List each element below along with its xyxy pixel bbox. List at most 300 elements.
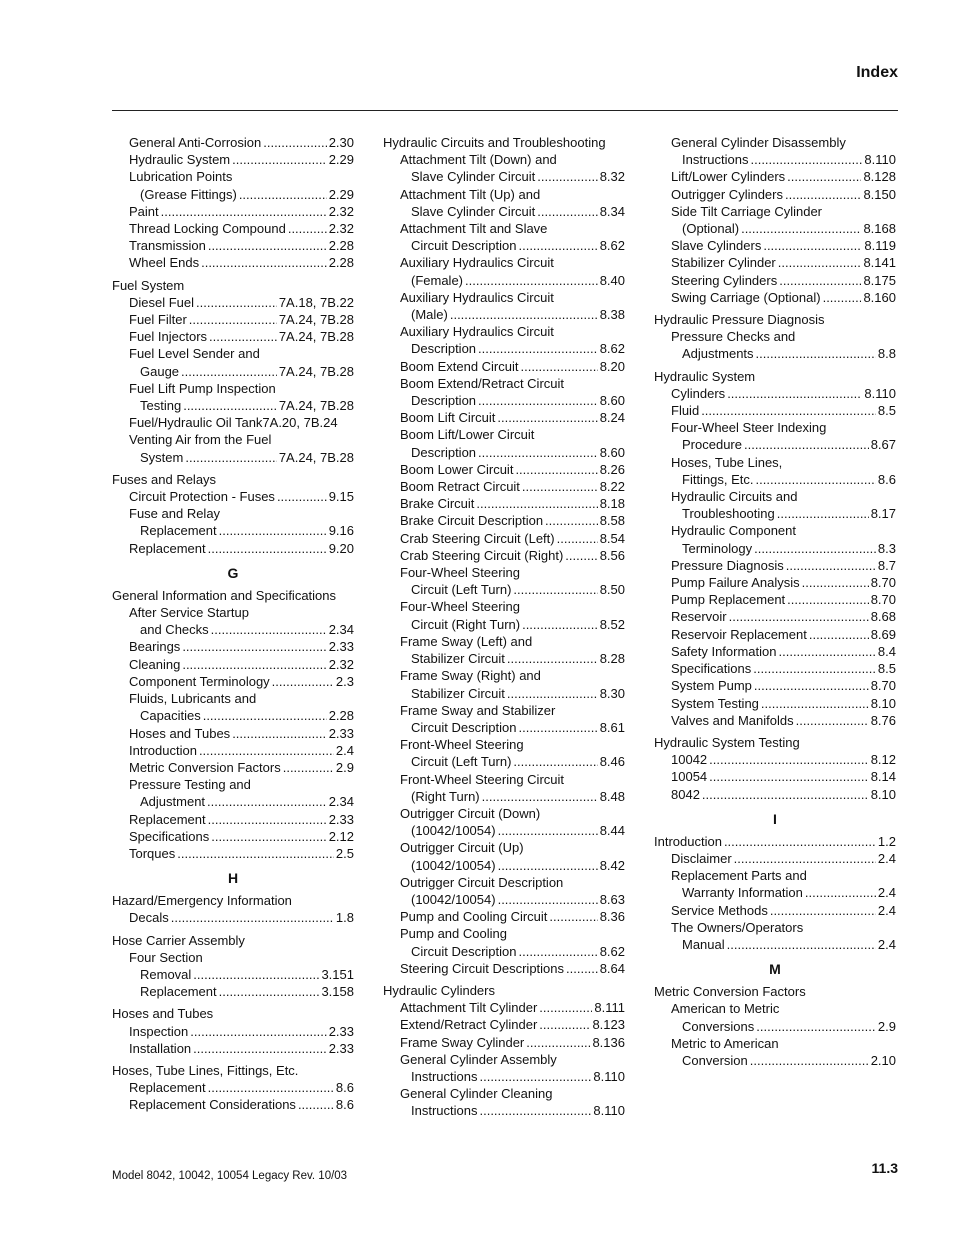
dot-leader — [777, 505, 869, 522]
entry-text: Terminology — [682, 540, 753, 556]
page-reference: 2.9 — [877, 1018, 896, 1034]
dot-leader — [729, 608, 869, 625]
entry-text: Fluids, Lubricants and — [129, 691, 257, 707]
page-reference: 8.58 — [599, 513, 625, 529]
dot-leader — [753, 660, 876, 677]
dot-leader — [478, 392, 598, 409]
header-rule — [112, 110, 898, 111]
dot-leader — [272, 673, 334, 690]
index-entry — [654, 936, 896, 953]
index-entry — [112, 776, 354, 793]
entry-text: Outrigger Circuit (Down) — [400, 805, 541, 821]
index-entry — [383, 982, 625, 999]
index-entry — [654, 168, 896, 185]
entry-text: (Grease Fittings) — [140, 186, 237, 202]
index-entry — [654, 734, 896, 751]
dot-leader — [515, 461, 597, 478]
index-entry — [654, 884, 896, 901]
dot-leader — [513, 753, 597, 770]
dot-leader — [701, 402, 876, 419]
page-reference: 8.69 — [870, 626, 896, 642]
index-entry — [112, 203, 354, 220]
index-entry — [383, 340, 625, 357]
index-entry — [654, 608, 896, 625]
index-entry — [112, 1079, 354, 1096]
index-entry — [383, 908, 625, 925]
index-entry — [654, 919, 896, 936]
entry-text: Metric to American — [671, 1035, 779, 1051]
dot-leader — [518, 943, 597, 960]
index-entry — [112, 380, 354, 397]
index-entry — [112, 168, 354, 185]
dot-leader — [709, 768, 869, 785]
entry-text: Specifications — [129, 828, 210, 844]
dot-leader — [724, 833, 876, 850]
page-reference: 8.36 — [599, 909, 625, 925]
entry-text: Disclaimer — [671, 850, 732, 866]
page-reference: 8.46 — [599, 754, 625, 770]
index-entry — [383, 203, 625, 220]
page-reference: 8.30 — [599, 685, 625, 701]
page-reference: 2.28 — [328, 255, 354, 271]
entry-text: Pressure Diagnosis — [671, 557, 784, 573]
entry-text: Service Methods — [671, 902, 768, 918]
index-entry — [654, 436, 896, 453]
page-reference: 8.22 — [599, 479, 625, 495]
index-entry — [654, 328, 896, 345]
entry-text: Stabilizer Circuit — [411, 685, 505, 701]
index-entry — [654, 311, 896, 328]
index-entry — [383, 1068, 625, 1085]
index-entry — [383, 753, 625, 770]
entry-text: Brake Circuit — [400, 496, 475, 512]
dot-leader — [181, 363, 277, 380]
index-entry — [654, 345, 896, 362]
index-entry — [654, 186, 896, 203]
entry-text: Torques — [129, 845, 176, 861]
entry-text: Frame Sway and Stabilizer — [400, 702, 556, 718]
page-reference: 8.44 — [599, 823, 625, 839]
page-reference: 9.20 — [328, 540, 354, 556]
index-entry — [383, 358, 625, 375]
entry-text: Boom Retract Circuit — [400, 479, 520, 495]
index-entry — [654, 289, 896, 306]
index-entry — [112, 707, 354, 724]
footer-model-text: Model 8042, 10042, 10054 Legacy Rev. 10/03 — [112, 1170, 348, 1182]
entry-text: Safety Information — [671, 643, 777, 659]
entry-text: (Male) — [411, 307, 448, 323]
section-letter: M — [769, 961, 781, 978]
index-entry — [112, 151, 354, 168]
index-entry — [383, 736, 625, 753]
entry-text: Auxiliary Hydraulics Circuit — [400, 255, 554, 271]
page-reference: 8.3 — [877, 540, 896, 556]
index-entry — [112, 1005, 354, 1022]
entry-text: Frame Sway Cylinder — [400, 1034, 525, 1050]
dot-leader — [208, 540, 327, 557]
page-reference: 8.18 — [599, 496, 625, 512]
entry-text: Pump and Cooling — [400, 926, 507, 942]
entry-text: Replacement Parts and — [671, 868, 807, 884]
page-reference: 8.50 — [599, 582, 625, 598]
page-reference: 3.158 — [321, 984, 354, 1000]
dot-leader — [209, 328, 277, 345]
index-entry — [383, 186, 625, 203]
entry-text: Front-Wheel Steering Circuit — [400, 771, 564, 787]
dot-leader — [756, 345, 876, 362]
index-entry — [383, 925, 625, 942]
entry-text: Component Terminology — [129, 673, 270, 689]
index-entry — [383, 409, 625, 426]
entry-text: Hydraulic Circuits and — [671, 489, 798, 505]
dot-leader — [498, 822, 598, 839]
entry-text: (10042/10054) — [411, 891, 496, 907]
page-reference: 8.62 — [599, 341, 625, 357]
index-entry — [383, 702, 625, 719]
index-entry — [383, 650, 625, 667]
entry-text: System Pump — [671, 678, 752, 694]
page-reference: 8.52 — [599, 616, 625, 632]
index-entry — [383, 719, 625, 736]
entry-text: Steering Cylinders — [671, 272, 778, 288]
page-reference: 8.24 — [599, 410, 625, 426]
page-reference: 8.12 — [870, 752, 896, 768]
index-entry — [112, 638, 354, 655]
dot-leader — [203, 707, 327, 724]
entry-text: Replacement — [129, 1080, 206, 1096]
entry-text: Attachment Tilt (Up) and — [400, 186, 541, 202]
page-reference: 7A.24, 7B.28 — [278, 449, 354, 465]
page-reference: 2.32 — [328, 203, 354, 219]
index-entry — [383, 564, 625, 581]
entry-text: Fuel Level Sender and — [129, 346, 260, 362]
entry-text: Hoses and Tubes — [129, 725, 231, 741]
index-entry — [654, 591, 896, 608]
dot-leader — [709, 751, 869, 768]
entry-text: Warranty Information — [682, 885, 803, 901]
index-entry — [383, 633, 625, 650]
entry-text: Pressure Checks and — [671, 329, 796, 345]
entry-text: 10054 — [671, 769, 708, 785]
index-entry — [654, 850, 896, 867]
index-entry — [654, 220, 896, 237]
index-entry — [654, 557, 896, 574]
dot-leader — [479, 1068, 591, 1085]
page-reference: 8.70 — [870, 575, 896, 591]
page-reference: 2.4 — [335, 742, 354, 758]
index-entry — [654, 751, 896, 768]
entry-text: Introduction — [654, 833, 722, 849]
page-reference: 2.4 — [877, 936, 896, 952]
dot-leader — [779, 272, 861, 289]
index-entry — [654, 712, 896, 729]
index-entry — [654, 1052, 896, 1069]
index-entry — [383, 771, 625, 788]
index-entry — [654, 540, 896, 557]
dot-leader — [522, 478, 598, 495]
entry-text: Testing — [140, 398, 182, 414]
dot-leader — [727, 936, 876, 953]
index-entry — [654, 902, 896, 919]
index-entry — [112, 1096, 354, 1113]
index-entry — [383, 323, 625, 340]
entry-text: Reservoir — [671, 609, 727, 625]
dot-leader — [522, 616, 598, 633]
index-column-1 — [112, 134, 354, 1114]
page-reference: 2.5 — [335, 845, 354, 861]
entry-text: Circuit (Left Turn) — [411, 754, 512, 770]
entry-text: General Anti-Corrosion — [129, 135, 262, 150]
dot-leader — [189, 311, 277, 328]
page-reference: 7A.24, 7B.28 — [278, 398, 354, 414]
dot-leader — [761, 695, 869, 712]
index-entry — [383, 495, 625, 512]
page-reference: 8.68 — [870, 609, 896, 625]
entry-text: Swing Carriage (Optional) — [671, 289, 821, 305]
dot-leader — [465, 272, 598, 289]
page-reference: 2.29 — [328, 186, 354, 202]
entry-text: Pump Failure Analysis — [671, 575, 800, 591]
page-reference: 2.33 — [328, 1023, 354, 1039]
index-entry — [654, 643, 896, 660]
dot-leader — [537, 203, 597, 220]
page-reference: 8.61 — [599, 719, 625, 735]
index-entry — [654, 385, 896, 402]
entry-text: Troubleshooting — [682, 506, 775, 522]
index-entry — [654, 505, 896, 522]
entry-text: Decals — [129, 910, 169, 926]
entry-text: Metric Conversion Factors — [129, 759, 281, 775]
entry-text: Lubrication Points — [129, 169, 233, 185]
index-entry — [112, 621, 354, 638]
page-reference: 9.15 — [328, 489, 354, 505]
entry-text: After Service Startup — [129, 605, 249, 621]
entry-text: Hoses, Tube Lines, — [671, 454, 783, 470]
entry-text: Fuel Filter — [129, 312, 187, 328]
entry-text: Valves and Manifolds — [671, 712, 794, 728]
entry-text: General Cylinder Cleaning — [400, 1086, 553, 1102]
page-reference: 2.32 — [328, 221, 354, 237]
page-reference: 8.17 — [870, 506, 896, 522]
index-entry — [112, 892, 354, 909]
dot-leader — [727, 385, 862, 402]
entry-text: Capacities — [140, 708, 201, 724]
entry-text: Replacement — [140, 984, 217, 1000]
index-entry — [654, 677, 896, 694]
dot-leader — [539, 999, 592, 1016]
dot-leader — [182, 656, 326, 673]
dot-leader — [787, 591, 869, 608]
index-entry — [654, 626, 896, 643]
index-entry — [383, 667, 625, 684]
entry-text: Auxiliary Hydraulics Circuit — [400, 324, 554, 340]
page-reference: 8.32 — [599, 169, 625, 185]
page-reference: 8.6 — [335, 1080, 354, 1096]
page-reference: 8.110 — [864, 385, 896, 401]
dot-leader — [497, 409, 597, 426]
index-entry — [654, 254, 896, 271]
index-entry — [654, 368, 896, 385]
entry-text: Circuit Description — [411, 719, 517, 735]
page-reference: 8.42 — [599, 857, 625, 873]
entry-text: Replacement — [129, 811, 206, 827]
index-entry — [112, 966, 354, 983]
page-reference: 2.4 — [877, 902, 896, 918]
page-reference: 8.123 — [592, 1017, 625, 1033]
entry-text: Thread Locking Compound — [129, 221, 286, 237]
entry-text: Pump Replacement — [671, 592, 786, 608]
index-entry — [112, 345, 354, 362]
dot-leader — [263, 134, 326, 151]
entry-text: The Owners/Operators — [671, 919, 804, 935]
entry-text: Adjustments — [682, 346, 754, 362]
page-reference: 8.70 — [870, 592, 896, 608]
entry-text: (Female) — [411, 272, 464, 288]
entry-text: Auxiliary Hydraulics Circuit — [400, 289, 554, 305]
page-reference: 8.40 — [599, 272, 625, 288]
entry-text: Hydraulic Circuits and Troubleshooting — [383, 135, 606, 150]
entry-text: Conversions — [682, 1018, 755, 1034]
index-entry — [383, 788, 625, 805]
dot-leader — [734, 850, 876, 867]
page-reference: 7A.24, 7B.28 — [278, 329, 354, 345]
dot-leader — [193, 966, 319, 983]
entry-text: Outrigger Circuit (Up) — [400, 840, 524, 856]
dot-leader — [208, 237, 327, 254]
index-entry — [383, 392, 625, 409]
page-reference: 8.70 — [870, 678, 896, 694]
entry-text: Boom Lift/Lower Circuit — [400, 427, 535, 443]
entry-text: Description — [411, 444, 477, 460]
index-entry — [112, 505, 354, 522]
index-entry — [112, 254, 354, 271]
page-reference: 8.8 — [877, 346, 896, 362]
entry-text: 8042 — [671, 786, 700, 802]
index-entry — [112, 294, 354, 311]
page-reference: 8.20 — [599, 358, 625, 374]
entry-text: 10042 — [671, 752, 708, 768]
page-reference: 2.4 — [877, 850, 896, 866]
dot-leader — [526, 1034, 590, 1051]
entry-text: (Right Turn) — [411, 788, 480, 804]
dot-leader — [283, 759, 334, 776]
page-reference: 8.110 — [593, 1068, 625, 1084]
page-reference: 2.33 — [328, 639, 354, 655]
entry-text: Inspection — [129, 1023, 189, 1039]
entry-text: Paint — [129, 203, 159, 219]
dot-leader — [756, 1018, 876, 1035]
entry-text: Instructions — [411, 1068, 478, 1084]
entry-text: Bearings — [129, 639, 181, 655]
entry-text: Cleaning — [129, 656, 181, 672]
entry-text: Boom Extend/Retract Circuit — [400, 375, 565, 391]
index-entry — [654, 272, 896, 289]
index-entry — [112, 328, 354, 345]
dot-leader — [450, 306, 598, 323]
dot-leader — [507, 685, 598, 702]
entry-text: Circuit Description — [411, 943, 517, 959]
page-reference: 8.5 — [877, 403, 896, 419]
dot-leader — [770, 902, 876, 919]
dot-leader — [549, 908, 597, 925]
entry-text: Circuit Protection - Fuses — [129, 489, 275, 505]
entry-text: Fuse and Relay — [129, 506, 221, 522]
index-entry — [112, 414, 354, 431]
page-reference: 2.33 — [328, 811, 354, 827]
entry-text: Replacement Considerations — [129, 1097, 296, 1113]
entry-text: Fittings, Etc. — [682, 471, 754, 487]
index-entry — [383, 478, 625, 495]
dot-leader — [566, 960, 598, 977]
page-reference: 8.62 — [599, 238, 625, 254]
dot-leader — [177, 845, 334, 862]
index-entry — [383, 289, 625, 306]
page-reference: 8.7 — [877, 557, 896, 573]
entry-text: Fuel System — [112, 277, 185, 293]
dot-leader — [193, 1040, 327, 1057]
page-reference: 8.10 — [870, 695, 896, 711]
entry-text: Transmission — [129, 238, 206, 254]
dot-leader — [750, 1052, 869, 1069]
index-entry — [383, 1102, 625, 1119]
index-entry — [383, 306, 625, 323]
entry-text: Slave Cylinders — [671, 238, 762, 254]
entry-text: Boom Extend Circuit — [400, 358, 519, 374]
dot-leader — [208, 811, 327, 828]
entry-text: Replacement — [129, 540, 206, 556]
index-entry — [383, 254, 625, 271]
page-reference: 1.8 — [335, 910, 354, 926]
index-entry — [383, 168, 625, 185]
entry-text: Frame Sway (Right) and — [400, 668, 541, 684]
index-entry — [383, 616, 625, 633]
entry-text: Slave Cylinder Circuit — [411, 169, 536, 185]
page-reference: 2.33 — [328, 725, 354, 741]
index-entry — [654, 454, 896, 471]
entry-text: Outrigger Cylinders — [671, 186, 783, 202]
index-entry — [383, 1085, 625, 1102]
dot-leader — [785, 186, 861, 203]
entry-text: General Information and Specifications — [112, 587, 337, 603]
index-entry — [383, 1034, 625, 1051]
index-entry — [383, 547, 625, 564]
entry-text: Boom Lift Circuit — [400, 410, 496, 426]
index-entry — [112, 1023, 354, 1040]
page-reference: 8.110 — [864, 152, 896, 168]
entry-text: Brake Circuit Description — [400, 513, 544, 529]
index-entry — [383, 685, 625, 702]
index-entry — [383, 461, 625, 478]
entry-text: Procedure — [682, 437, 742, 453]
dot-leader — [171, 909, 334, 926]
section-letter: G — [227, 564, 239, 581]
index-entry — [654, 1018, 896, 1035]
page-reference: 8.14 — [870, 769, 896, 785]
entry-text: Hazard/Emergency Information — [112, 893, 292, 909]
page-reference: 8.175 — [863, 272, 896, 288]
dot-leader — [786, 557, 876, 574]
index-entry — [112, 471, 354, 488]
index-entry — [112, 742, 354, 759]
index-entry — [654, 203, 896, 220]
index-entry — [654, 660, 896, 677]
entry-text: Circuit (Right Turn) — [411, 616, 521, 632]
page-reference: 8.38 — [599, 307, 625, 323]
dot-leader — [809, 626, 869, 643]
page-reference: 2.34 — [328, 622, 354, 638]
index-entry — [383, 237, 625, 254]
entry-text: (Optional) — [682, 221, 740, 237]
